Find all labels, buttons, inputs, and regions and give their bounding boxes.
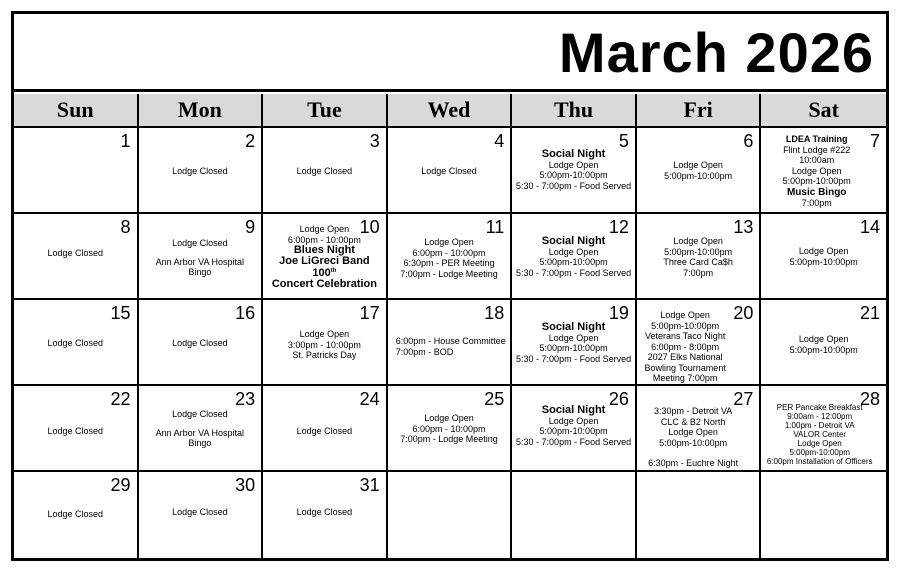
day-cell-27 xyxy=(637,386,762,472)
day-number: 2 xyxy=(245,131,256,151)
event-line: 6:00pm - House Committee xyxy=(395,336,506,346)
event-line: Lodge Open xyxy=(548,332,599,343)
event-title: Concert Celebration xyxy=(271,277,377,290)
event-title: Social Night xyxy=(541,321,606,333)
event-line: Lodge Open xyxy=(791,165,842,176)
day-number: 22 xyxy=(110,389,131,409)
day-cell-9 xyxy=(139,214,264,300)
event-block xyxy=(512,405,635,447)
event-text: Lodge Closed xyxy=(296,166,353,176)
event-line: Flint Lodge #222 xyxy=(783,144,851,155)
event-line: St. Patricks Day xyxy=(292,350,357,360)
day-cell-7 xyxy=(761,128,886,214)
event-line: 3:30pm - Detroit VA xyxy=(653,406,733,416)
event-line: 6:30pm - PER Meeting xyxy=(403,258,495,268)
event-line: Lodge Open xyxy=(798,246,849,256)
weekday-sat: Sat xyxy=(808,97,839,122)
event-text: Lodge Closed xyxy=(421,166,477,176)
day-cell-22 xyxy=(14,386,139,472)
event-line: Lodge Open xyxy=(668,427,718,437)
event-block xyxy=(761,246,886,267)
event-line: 5:00pm-10:00pm xyxy=(539,426,608,436)
event-text: Lodge Closed xyxy=(296,426,353,436)
day-cell-5 xyxy=(512,128,637,214)
day-cell-8 xyxy=(14,214,139,300)
event-line: Meeting 7:00pm xyxy=(652,373,718,383)
day-cell-4 xyxy=(388,128,513,214)
event-block xyxy=(637,406,750,469)
event-text: Lodge Closed xyxy=(47,509,104,519)
day-cell-17 xyxy=(263,300,388,386)
event-line: 5:00pm-10:00pm xyxy=(539,257,608,267)
event-title: Social Night xyxy=(541,404,606,416)
day-cell-21 xyxy=(761,300,886,386)
event-line: Lodge Open xyxy=(797,439,842,448)
day-number: 23 xyxy=(235,389,256,409)
day-cell-23 xyxy=(139,386,264,472)
event-block xyxy=(761,403,878,466)
event-line: 5:00pm-10:00pm xyxy=(659,437,728,448)
event-line: 6:00pm - 10:00pm xyxy=(287,234,361,245)
day-cell-20 xyxy=(637,300,762,386)
event-line: 5:00pm-10:00pm xyxy=(789,448,850,457)
day-cell-1 xyxy=(14,128,139,214)
month-title: March 2026 xyxy=(558,21,874,84)
day-number: 5 xyxy=(618,131,629,151)
event-block xyxy=(139,238,262,278)
event-text: Lodge Closed xyxy=(296,507,353,517)
event-line: Veterans Taco Night xyxy=(644,331,726,341)
event-line: 7:00pm xyxy=(683,267,714,278)
day-number: 18 xyxy=(484,303,505,323)
day-number: 6 xyxy=(743,131,754,151)
event-line: 5:30 - 7:00pm - Food Served xyxy=(516,436,632,447)
event-line: Lodge Open xyxy=(424,237,474,247)
event-line: 6:00pm - 10:00pm xyxy=(412,423,486,434)
day-cell-empty xyxy=(388,472,513,558)
event-line: 7:00pm - BOD xyxy=(395,346,454,357)
day-cell-3 xyxy=(263,128,388,214)
event-block xyxy=(761,334,886,355)
event-line: 5:00pm-10:00pm xyxy=(782,176,851,186)
event-line: 5:00pm-10:00pm xyxy=(664,170,733,181)
day-number: 25 xyxy=(484,389,505,409)
day-number: 24 xyxy=(359,389,380,409)
event-text: Lodge Closed xyxy=(172,166,228,176)
day-number: 28 xyxy=(859,389,880,409)
event-line: 7:00pm - Lodge Meeting xyxy=(400,268,498,279)
event-title: 100 xyxy=(312,267,331,279)
event-block xyxy=(512,236,635,278)
event-line: 6:00pm Installation of Officers xyxy=(766,457,873,466)
event-line: PER Pancake Breakfast xyxy=(776,403,863,412)
day-number: 21 xyxy=(859,303,880,323)
event-block xyxy=(637,236,760,278)
day-cell-29 xyxy=(14,472,139,558)
day-number: 29 xyxy=(110,475,131,495)
event-block xyxy=(512,149,635,191)
event-block xyxy=(512,322,635,364)
event-line: 6:00pm - 10:00pm xyxy=(412,247,486,258)
day-number: 20 xyxy=(733,303,754,323)
weekday-wed: Wed xyxy=(388,94,513,126)
event-title: Social Night xyxy=(541,235,606,247)
event-block xyxy=(388,413,511,445)
event-line: 5:00pm-10:00pm xyxy=(789,256,858,267)
event-title: Blues Night xyxy=(293,244,355,256)
event-title: Joe LiGreci Band xyxy=(279,254,370,267)
event-line: Lodge Open xyxy=(424,413,474,423)
day-cell-18 xyxy=(388,300,513,386)
event-block xyxy=(396,336,511,357)
day-number: 16 xyxy=(235,303,256,323)
event-text: Lodge Closed xyxy=(47,248,104,258)
day-cell-25 xyxy=(388,386,513,472)
event-line: Lodge Open xyxy=(548,415,599,426)
day-cell-12 xyxy=(512,214,637,300)
day-cell-26 xyxy=(512,386,637,472)
event-line: 5:00pm-10:00pm xyxy=(539,343,608,353)
event-block xyxy=(761,134,872,209)
event-line: Bingo xyxy=(188,267,212,277)
event-block xyxy=(637,310,734,384)
event-line: Three Card Ca$h xyxy=(663,257,733,267)
weekday-mon: Mon xyxy=(139,94,264,126)
day-number: 1 xyxy=(120,131,131,151)
event-line: 2027 Elks National xyxy=(647,352,723,362)
event-line: 5:30 - 7:00pm - Food Served xyxy=(516,180,632,191)
event-text: Lodge Closed xyxy=(172,338,228,348)
event-text: Lodge Closed xyxy=(47,338,104,348)
event-line: CLC & B2 North xyxy=(660,416,726,427)
event-line: Lodge Open xyxy=(673,236,723,246)
event-line: 5:30 - 7:00pm - Food Served xyxy=(516,267,632,278)
day-cell-31 xyxy=(263,472,388,558)
event-line: 7:00pm - Lodge Meeting xyxy=(400,434,498,444)
event-line: 10:00am xyxy=(799,155,835,165)
event-line: Bingo xyxy=(188,438,212,448)
event-block xyxy=(263,224,386,289)
event-block xyxy=(263,329,386,361)
event-line: 6:00pm - 8:00pm xyxy=(651,341,720,352)
day-number: 14 xyxy=(859,217,880,237)
day-cell-10 xyxy=(263,214,388,300)
event-line: 5:00pm-10:00pm xyxy=(539,170,608,180)
event-line: Lodge Open xyxy=(660,310,710,320)
event-line: Lodge Open xyxy=(299,329,350,339)
day-cell-2 xyxy=(139,128,264,214)
event-line: Lodge Open xyxy=(548,159,599,170)
day-cell-empty xyxy=(761,472,886,558)
day-cell-28 xyxy=(761,386,886,472)
event-block xyxy=(139,409,262,449)
event-line: Lodge Closed xyxy=(172,409,228,419)
day-cell-30 xyxy=(139,472,264,558)
event-title: LDEA Training xyxy=(785,134,848,144)
calendar-title-bar xyxy=(14,14,886,92)
day-cell-empty xyxy=(637,472,762,558)
weekday-thu: Thu xyxy=(512,94,637,126)
event-line: 1:00pm - Detroit VA xyxy=(784,421,855,430)
event-line: 3:00pm - 10:00pm xyxy=(287,339,361,350)
day-cell-11 xyxy=(388,214,513,300)
event-line: 5:00pm-10:00pm xyxy=(651,320,720,331)
day-number: 11 xyxy=(485,217,505,237)
event-line: Ann Arbor VA Hospital xyxy=(155,427,245,438)
day-cell-24 xyxy=(263,386,388,472)
day-cell-6 xyxy=(637,128,762,214)
event-line: Lodge Open xyxy=(673,160,723,170)
day-number: 9 xyxy=(245,217,256,237)
event-line: Lodge Open xyxy=(299,224,350,234)
day-number: 8 xyxy=(120,217,131,237)
weekday-sun: Sun xyxy=(14,94,139,126)
event-line: 7:00pm xyxy=(801,198,832,208)
event-text: Lodge Closed xyxy=(47,426,104,436)
weekday-tue: Tue xyxy=(263,94,388,126)
event-line: 6:30pm - Euchre Night xyxy=(648,458,739,468)
event-line: 5:30 - 7:00pm - Food Served xyxy=(516,353,632,364)
calendar xyxy=(11,11,889,561)
day-number: 31 xyxy=(359,475,380,495)
day-number: 10 xyxy=(359,217,380,237)
weekday-header xyxy=(14,94,886,128)
event-title: Music Bingo xyxy=(786,186,847,198)
day-number: 19 xyxy=(608,303,629,323)
day-cell-15 xyxy=(14,300,139,386)
weekday-fri: Fri xyxy=(637,94,762,126)
event-block xyxy=(637,160,760,181)
day-number: 15 xyxy=(110,303,131,323)
event-line: 9:00am - 12:00pm xyxy=(787,412,853,421)
day-cell-16 xyxy=(139,300,264,386)
event-line: Lodge Closed xyxy=(172,238,228,248)
event-superscript: th xyxy=(330,268,337,274)
event-line: Lodge Open xyxy=(798,334,849,344)
day-number: 3 xyxy=(369,131,380,151)
event-line: Lodge Open xyxy=(548,246,599,257)
day-number: 4 xyxy=(494,131,505,151)
day-number: 26 xyxy=(608,389,629,409)
event-line: 5:00pm-10:00pm xyxy=(664,246,733,257)
day-number: 12 xyxy=(608,217,629,237)
day-number: 27 xyxy=(733,389,754,409)
event-text: Lodge Closed xyxy=(172,507,228,517)
event-line: Ann Arbor VA Hospital xyxy=(155,256,245,267)
day-number: 17 xyxy=(359,303,380,323)
day-cell-14 xyxy=(761,214,886,300)
event-line: Bowling Tournament xyxy=(644,362,726,373)
event-line: 5:00pm-10:00pm xyxy=(789,344,858,355)
day-cell-19 xyxy=(512,300,637,386)
event-line: VALOR Center xyxy=(793,430,847,439)
day-number: 7 xyxy=(869,131,880,151)
event-block xyxy=(388,237,511,279)
calendar-grid xyxy=(14,128,886,558)
day-cell-empty xyxy=(512,472,637,558)
day-number: 13 xyxy=(733,217,754,237)
day-cell-13 xyxy=(637,214,762,300)
event-title: Social Night xyxy=(541,148,606,160)
day-number: 30 xyxy=(235,475,256,495)
